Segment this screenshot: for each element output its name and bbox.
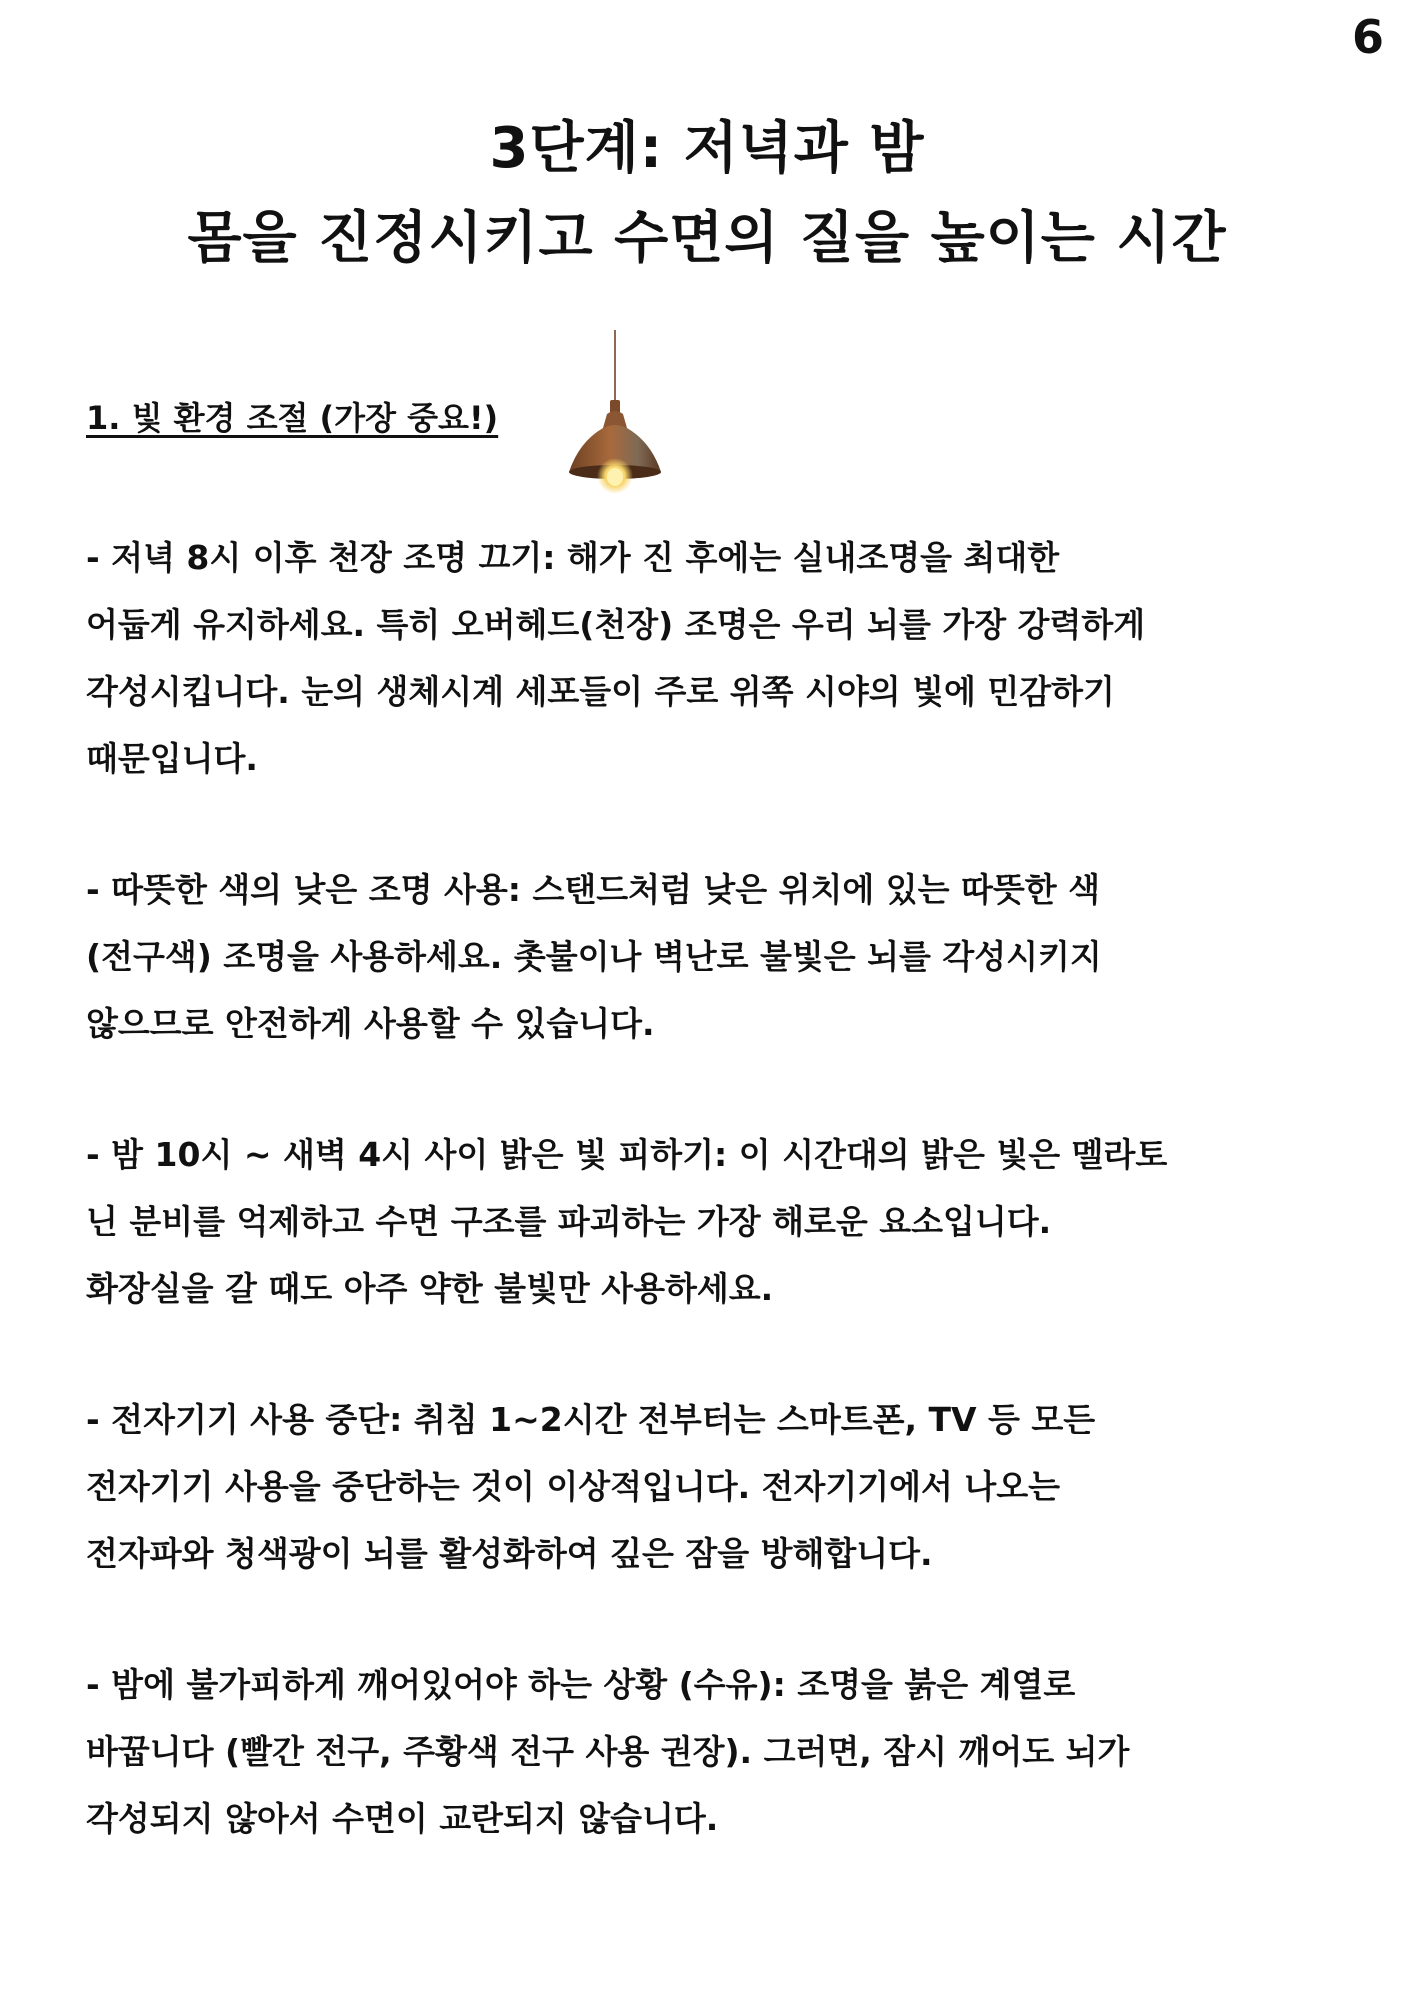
paragraph-line: 바꿉니다 (빨간 전구, 주황색 전구 사용 권장). 그러면, 잠시 깨어도 뇌가 [86, 1732, 1130, 1771]
paragraph-line: - 밤 10시 ~ 새벽 4시 사이 밝은 빛 피하기: 이 시간대의 밝은 빛은 멜라토 [86, 1135, 1168, 1174]
content-body [86, 524, 1336, 1916]
page-title [0, 104, 1414, 284]
paragraph-line: 않으므로 안전하게 사용할 수 있습니다. [86, 1004, 655, 1043]
paragraph-line: - 따뜻한 색의 낮은 조명 사용: 스탠드처럼 낮은 위치에 있는 따뜻한 색 [86, 870, 1100, 909]
paragraph-line: 때문입니다. [86, 739, 258, 778]
title-line-2: 몸을 진정시키고 수면의 질을 높이는 시간 [187, 206, 1227, 271]
paragraph-line: 전자기기 사용을 중단하는 것이 이상적입니다. 전자기기에서 나오는 [86, 1467, 1061, 1506]
hanging-lamp-icon [555, 330, 675, 495]
title-line-1: 3단계: 저녁과 밤 [489, 116, 925, 181]
paragraph-line: 화장실을 갈 때도 아주 약한 불빛만 사용하세요. [86, 1269, 774, 1308]
list-item [86, 1121, 1336, 1322]
paragraph-line: - 저녁 8시 이후 천장 조명 끄기: 해가 진 후에는 실내조명을 최대한 [86, 538, 1060, 577]
paragraph-line: 닌 분비를 억제하고 수면 구조를 파괴하는 가장 해로운 요소입니다. [86, 1202, 1052, 1241]
paragraph-line: 각성되지 않아서 수면이 교란되지 않습니다. [86, 1799, 719, 1838]
list-item [86, 856, 1336, 1057]
paragraph-line: 각성시킵니다. 눈의 생체시계 세포들이 주로 위쪽 시야의 빛에 민감하기 [86, 672, 1115, 711]
page-number: 6 [1351, 10, 1384, 64]
list-item [86, 1651, 1336, 1852]
section-heading: 1. 빛 환경 조절 (가장 중요!) [86, 399, 499, 437]
paragraph-line: 어둡게 유지하세요. 특히 오버헤드(천장) 조명은 우리 뇌를 가장 강력하게 [86, 605, 1146, 644]
paragraph-line: - 밤에 불가피하게 깨어있어야 하는 상황 (수유): 조명을 붉은 계열로 [86, 1665, 1076, 1704]
list-item [86, 524, 1336, 792]
paragraph-line: - 전자기기 사용 중단: 취침 1~2시간 전부터는 스마트폰, TV 등 모든 [86, 1400, 1096, 1439]
list-item [86, 1386, 1336, 1587]
paragraph-line: (전구색) 조명을 사용하세요. 촛불이나 벽난로 불빛은 뇌를 각성시키지 [86, 937, 1102, 976]
paragraph-line: 전자파와 청색광이 뇌를 활성화하여 깊은 잠을 방해합니다. [86, 1534, 933, 1573]
